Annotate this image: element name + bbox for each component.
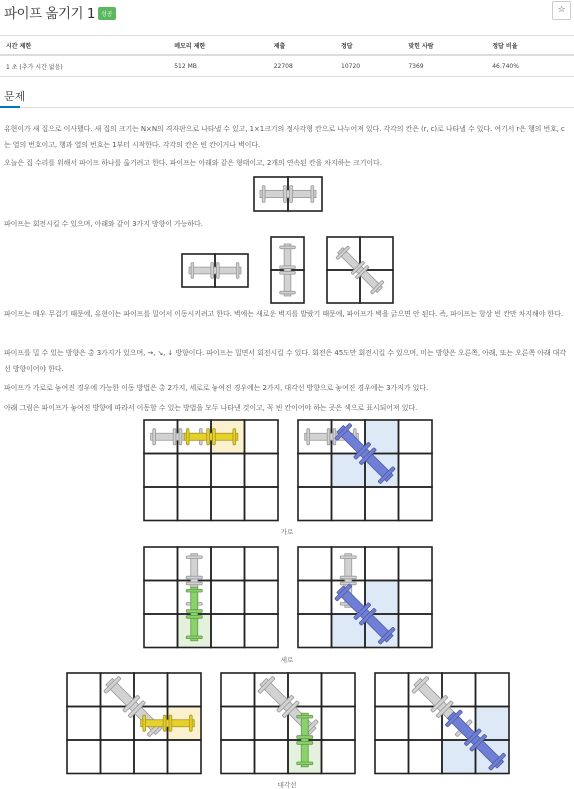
pipe-flange [236, 263, 239, 279]
grid-cell [409, 707, 443, 741]
grid-cell [211, 487, 245, 521]
pipe-flange [169, 715, 172, 731]
grid-cell [168, 673, 202, 707]
submissions-link[interactable]: 22708 [268, 55, 335, 77]
pipe-flange [191, 263, 194, 279]
grid-cell [221, 673, 255, 707]
time-limit: 1 초 (추가 시간 없음) [0, 55, 168, 77]
info-header: 맞힌 사람 [402, 36, 486, 56]
pipe-body [189, 267, 241, 274]
status-badge: 성공 [98, 7, 116, 20]
pipe-flange [186, 636, 202, 639]
pipe-flange [340, 576, 356, 579]
pipe-flange [186, 610, 202, 613]
info-header: 정답 [335, 36, 402, 56]
pipe-body [260, 190, 316, 197]
paragraph: 유현이가 새 집으로 이사했다. 새 집의 크기는 N×N의 격자판으로 나타낼 수 있고, 1×1크기의 정사각형 칸으로 나누어져 있다. 각각의 칸은 (r, c)로 나타낼 수 있다. 여기서 r은 행의 번호, c는 열의 번호이고, 행과 열의 번호는 1부터 시작한다. 각각의 칸은 빈 칸이거나 벽이다. [4, 125, 565, 149]
grid-cell [134, 740, 168, 774]
grid-cell [144, 487, 178, 521]
grid-cell [298, 614, 332, 648]
grid-cell [375, 740, 409, 774]
pipe-body [301, 713, 308, 767]
grid-cell [399, 420, 433, 454]
pipe-flange [280, 266, 296, 269]
move-grid-diagonal-down [220, 672, 355, 774]
grid-cell [245, 581, 279, 615]
grid-cell [322, 673, 356, 707]
grid-cell [476, 673, 510, 707]
pipe-flange [327, 429, 330, 445]
pipe-flange [333, 429, 336, 445]
pipe-flange [311, 186, 314, 203]
grid-cell [442, 673, 476, 707]
grid-cell [322, 707, 356, 741]
grid-cell [365, 487, 399, 521]
pipe-flange [186, 429, 189, 445]
grid-cell [144, 547, 178, 581]
pipe-shape-figure [253, 176, 323, 212]
pipe-flange [173, 429, 176, 445]
grid-cell [245, 614, 279, 648]
required-empty-cell [332, 614, 366, 648]
grid-cell [211, 614, 245, 648]
info-header: 제출 [268, 36, 335, 56]
pipe-vertical-figure [270, 236, 305, 304]
paragraph: 파이프를 밀 수 있는 방향은 총 3가지가 있으며, →, ↘, ↓ 방향이다. 파이프는 밀면서 회전시킬 수 있다. 회전은 45도만 회전시킬 수 있으며, 미는 방향은 오른쪽, 아래, 또는 오른쪽 아래 대각선 방향이어야 한다. [4, 349, 567, 373]
section-title: 문제 [4, 90, 26, 103]
grid-cell [399, 581, 433, 615]
info-header: 정답 비율 [486, 36, 574, 56]
pipe-body [191, 587, 198, 641]
grid-cell [298, 454, 332, 488]
grid-cell [211, 547, 245, 581]
grid-cell [255, 740, 289, 774]
pipe-flange [297, 762, 313, 765]
grid-cell [360, 237, 393, 270]
caption-vertical: 세로 [280, 656, 294, 664]
grid-cell [245, 454, 279, 488]
accept-ratio: 46.740% [486, 55, 574, 77]
pipe-flange [290, 186, 293, 203]
move-grid-diagonal-right [66, 672, 201, 774]
grid-cell [144, 581, 178, 615]
pipe-flange [217, 263, 220, 279]
paragraph: 파이프가 가로로 놓여진 경우에 가능한 이동 방법은 총 2가지, 세로로 놓여진 경우에는 2가지, 대각선 방향으로 놓여진 경우에는 3가지가 있다. [4, 384, 429, 392]
grid-cell [298, 547, 332, 581]
grid-cell [375, 707, 409, 741]
move-grid-diagonal-diagonal [374, 672, 509, 774]
grid-cell [211, 581, 245, 615]
paragraph: 오늘은 집 수리를 위해서 파이프 하나를 옮기려고 한다. 파이프는 아래와 같은 형태이고, 2개의 연속된 칸을 차지하는 크기이다. [4, 159, 382, 167]
required-empty-cell [365, 420, 399, 454]
grid-cell [399, 454, 433, 488]
grid-cell [245, 487, 279, 521]
pipe-flange [189, 715, 192, 731]
required-empty-cell [476, 707, 510, 741]
section-divider [0, 107, 574, 108]
pipe-flange [186, 589, 202, 592]
grid-cell [288, 673, 322, 707]
pipe-flange [280, 272, 296, 275]
pipe-flange [340, 582, 356, 585]
info-header: 메모리 제한 [168, 36, 267, 56]
required-empty-cell [365, 581, 399, 615]
correct-count: 10720 [335, 55, 402, 77]
grid-cell [399, 614, 433, 648]
required-empty-cell [442, 740, 476, 774]
pipe-flange [213, 429, 216, 445]
grid-cell [255, 707, 289, 741]
grid-cell [144, 614, 178, 648]
pipe-body [284, 244, 291, 296]
grid-cell [322, 740, 356, 774]
grid-cell [221, 740, 255, 774]
grid-cell [245, 547, 279, 581]
grid-cell [399, 547, 433, 581]
pipe-flange [186, 616, 202, 619]
pipe-flange [280, 291, 296, 294]
pipe-flange [284, 186, 287, 203]
section-accent [0, 106, 20, 108]
grid-cell [134, 673, 168, 707]
pipe-flange [163, 715, 166, 731]
pipe-body [141, 720, 195, 727]
grid-cell [332, 487, 366, 521]
grid-cell [399, 487, 433, 521]
pipe-flange [186, 556, 202, 559]
pipe-flange [307, 429, 310, 445]
pipe-flange [186, 576, 202, 579]
required-empty-cell [332, 454, 366, 488]
move-grid-vertical-diagonal [297, 546, 432, 648]
caption-horizontal: 가로 [280, 528, 294, 536]
grid-cell [67, 707, 101, 741]
grid-cell [245, 420, 279, 454]
grid-cell [178, 487, 212, 521]
move-grid-horizontal-right [143, 419, 278, 521]
problem-info-table [0, 35, 574, 77]
solvers-link[interactable]: 7369 [402, 55, 486, 77]
grid-cell [327, 270, 360, 303]
grid-cell [409, 740, 443, 774]
pipe-flange [262, 186, 265, 203]
paragraph: 파이프는 매우 무겁기 때문에, 유현이는 파이프를 밀어서 이동시키려고 한다. 벽에는 새로운 벽지를 발랐기 때문에, 파이프가 벽을 긁으면 안 된다. 즉, 파이프는 항상 빈 칸만 차지해야 한다. [4, 310, 563, 318]
memory-limit: 512 MB [168, 55, 267, 77]
pipe-flange [297, 715, 313, 718]
pipe-flange [143, 715, 146, 731]
grid-cell [365, 547, 399, 581]
grid-cell [101, 707, 135, 741]
grid-cell [67, 673, 101, 707]
grid-cell [168, 740, 202, 774]
grid-cell [178, 454, 212, 488]
pipe-flange [233, 429, 236, 445]
paragraph: 파이프는 회전시킬 수 있으며, 아래와 같이 3가지 방향이 가능하다. [4, 220, 203, 228]
pipe-flange [153, 429, 156, 445]
grid-cell [375, 673, 409, 707]
pipe-body [184, 433, 238, 440]
grid-cell [298, 581, 332, 615]
pipe-flange [207, 429, 210, 445]
grid-cell [221, 707, 255, 741]
pipe-flange [280, 246, 296, 249]
pipe-horizontal-figure [181, 253, 249, 288]
grid-cell [101, 740, 135, 774]
caption-diagonal: 대각선 [277, 781, 297, 789]
grid-cell [67, 740, 101, 774]
pipe-flange [186, 582, 202, 585]
pipe-diagonal-figure [326, 236, 394, 304]
grid-cell [144, 454, 178, 488]
problem-title: 파이프 옮기기 1 [4, 6, 95, 22]
pipe-flange [297, 736, 313, 739]
pipe-flange [179, 429, 182, 445]
pipe-flange [211, 263, 214, 279]
move-grid-horizontal-diagonal [297, 419, 432, 521]
pipe-flange [297, 742, 313, 745]
pipe-flange [340, 556, 356, 559]
move-grid-vertical-down [143, 546, 278, 648]
grid-cell [211, 454, 245, 488]
grid-cell [298, 487, 332, 521]
paragraph: 아래 그림은 파이프가 놓여진 방향에 따라서 이동할 수 있는 방법을 모두 나타낸 것이고, 꼭 빈 칸이어야 하는 곳은 색으로 표시되어져 있다. [4, 404, 418, 412]
star-button[interactable]: ☆ [552, 1, 571, 20]
info-header: 시간 제한 [0, 36, 168, 56]
